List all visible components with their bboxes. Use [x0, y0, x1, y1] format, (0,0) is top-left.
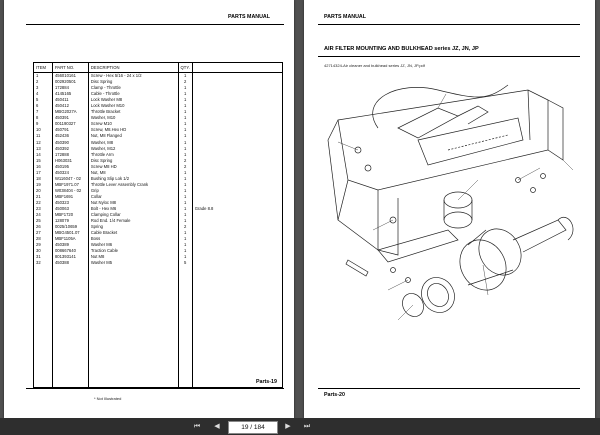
cell-item: 31: [34, 254, 53, 260]
cell-item: 7: [34, 109, 53, 115]
left-footer-rule: [26, 388, 284, 389]
cell-item: 26: [34, 224, 53, 230]
cell-part-no: 450389: [52, 242, 88, 248]
cell-part-no: 450063: [52, 206, 88, 212]
cell-part-no: 4145165: [52, 91, 88, 97]
throttle-cable: [373, 85, 508, 128]
cell-description: Bushing Slip Lok 1/2: [88, 176, 178, 182]
cell-part-no: MBG4501.07: [52, 230, 88, 236]
cell-item: 19: [34, 182, 53, 188]
cell-item: 6: [34, 103, 53, 109]
title-rule: [318, 56, 580, 57]
cell-description: Grip: [88, 188, 178, 194]
table-blank-space: [34, 267, 283, 388]
blank-cell: [52, 267, 88, 388]
cell-part-no: 002920501: [52, 79, 88, 85]
cell-item: 22: [34, 200, 53, 206]
cell-qty: 1: [178, 206, 192, 212]
cell-qty: 1: [178, 230, 192, 236]
cell-item: 32: [34, 260, 53, 266]
cell-item: 8: [34, 115, 53, 121]
cell-part-no: MBF1691: [52, 194, 88, 200]
cell-description: Throttle Bracket: [88, 109, 178, 115]
cell-item: 3: [34, 85, 53, 91]
cell-qty: 1: [178, 218, 192, 224]
cell-description: Screw M10: [88, 121, 178, 127]
cell-item: 15: [34, 158, 53, 164]
cell-qty: 1: [178, 188, 192, 194]
cell-qty: 1: [178, 236, 192, 242]
cell-item: 16: [34, 164, 53, 170]
right-header-rule: [318, 24, 580, 25]
cell-part-no: W116047 - 02: [52, 176, 88, 182]
intake-pipe: [513, 220, 566, 252]
cell-item: 2: [34, 79, 53, 85]
cell-part-no: 450323: [52, 200, 88, 206]
bulkhead-frame: [338, 90, 548, 190]
cell-item: 11: [34, 133, 53, 139]
diagram-file-ref: 42714324-Air cleaner and bulkhead series JZ, JN, JP.pdf: [324, 63, 425, 68]
right-page: [304, 0, 595, 418]
cell-part-no: 008667640: [52, 248, 88, 254]
cell-qty: 1: [178, 97, 192, 103]
cell-part-no: H063031: [52, 158, 88, 164]
cell-description: Collar: [88, 194, 178, 200]
cell-description: Disc Spring: [88, 158, 178, 164]
cell-qty: 1: [178, 152, 192, 158]
cell-item: 23: [34, 206, 53, 212]
cell-item: 27: [34, 230, 53, 236]
right-footer-rule: [318, 388, 580, 389]
cell-description: Nut, M8: [88, 170, 178, 176]
cell-description: Disc Spring: [88, 79, 178, 85]
cell-description: Boss: [88, 236, 178, 242]
col-partno-header: PART NO.: [52, 63, 88, 73]
cell-part-no: 452436: [52, 133, 88, 139]
cell-description: Washer M5: [88, 260, 178, 266]
cell-qty: 1: [178, 194, 192, 200]
last-page-button[interactable]: ⏭: [303, 423, 311, 430]
left-page-number: Parts-19: [256, 379, 277, 385]
cell-part-no: 450392: [52, 146, 88, 152]
cell-notes: Grade 8.8: [192, 206, 282, 212]
cell-qty: 1: [178, 212, 192, 218]
cell-part-no: 450391: [52, 115, 88, 121]
cell-item: 25: [34, 218, 53, 224]
cell-item: 14: [34, 152, 53, 158]
cell-qty: 1: [178, 115, 192, 121]
right-header: PARTS MANUAL: [324, 14, 366, 20]
cell-qty: 2: [178, 224, 192, 230]
cell-description: Cable - Throttle: [88, 91, 178, 97]
col-description-header: DESCRIPTION: [88, 63, 178, 73]
cell-qty: 1: [178, 121, 192, 127]
cell-description: Clamping Collar: [88, 212, 178, 218]
cell-item: 17: [34, 170, 53, 176]
cell-description: Washer, M8: [88, 140, 178, 146]
cell-part-no: W038404 - 02: [52, 188, 88, 194]
cell-qty: 1: [178, 109, 192, 115]
cell-part-no: MBF1720: [52, 212, 88, 218]
blank-cell: [34, 267, 53, 388]
cell-qty: 1: [178, 73, 192, 80]
next-page-button[interactable]: ▶: [285, 423, 291, 430]
cell-part-no: 172888: [52, 152, 88, 158]
col-notes-header: [192, 63, 282, 73]
prev-page-button[interactable]: ◀: [214, 423, 220, 430]
cell-qty: 2: [178, 164, 192, 170]
cell-description: Nut, M8 Flanged: [88, 133, 178, 139]
cell-part-no: 450791: [52, 127, 88, 133]
cell-item: 9: [34, 121, 53, 127]
page-number-input[interactable]: 19 / 184: [228, 421, 278, 434]
cell-item: 28: [34, 236, 53, 242]
cell-item: 18: [34, 176, 53, 182]
col-item-header: ITEM: [34, 63, 53, 73]
cell-part-no: MBF1971.07: [52, 182, 88, 188]
cell-qty: 1: [178, 127, 192, 133]
cell-part-no: 172884: [52, 85, 88, 91]
cell-description: Screw M8 HD: [88, 164, 178, 170]
cell-item: 20: [34, 188, 53, 194]
filter-element: [415, 271, 461, 318]
cell-qty: 1: [178, 91, 192, 97]
cell-item: 10: [34, 127, 53, 133]
cell-qty: 1: [178, 242, 192, 248]
cell-description: Lock Washer M8: [88, 97, 178, 103]
cell-part-no: 450412: [52, 103, 88, 109]
not-illustrated-note: * Not Illustrated: [94, 396, 122, 401]
left-page: [4, 0, 294, 418]
cell-qty: 5: [178, 260, 192, 266]
cell-qty: 1: [178, 200, 192, 206]
cell-qty: 2: [178, 158, 192, 164]
left-header-rule: [26, 24, 284, 25]
cell-qty: 1: [178, 182, 192, 188]
cell-part-no: 456010161: [52, 73, 88, 80]
cell-qty: 2: [178, 79, 192, 85]
cell-part-no: 450411: [52, 97, 88, 103]
cell-item: 5: [34, 97, 53, 103]
cell-item: 12: [34, 140, 53, 146]
cell-part-no: 450195: [52, 164, 88, 170]
parts-table-header: [34, 63, 283, 73]
cell-description: Clamp - Throttle: [88, 85, 178, 91]
cell-description: Washer M6: [88, 242, 178, 248]
cell-description: Washer, M10: [88, 115, 178, 121]
cell-qty: 1: [178, 248, 192, 254]
cell-description: Throttle Lever Assembly Crank: [88, 182, 178, 188]
cell-qty: 1: [178, 170, 192, 176]
col-qty-header: QTY.: [178, 63, 192, 73]
first-page-button[interactable]: ⏮: [193, 423, 201, 430]
cell-item: 29: [34, 242, 53, 248]
diagram-title: AIR FILTER MOUNTING AND BULKHEAD series JZ, JN, JP: [324, 46, 479, 52]
cell-description: Lock Washer M10: [88, 103, 178, 109]
cell-description: Nut Nyloc M8: [88, 200, 178, 206]
viewer-toolbar: [0, 418, 600, 435]
cell-description: Traction Cable: [88, 248, 178, 254]
cell-qty: 1: [178, 133, 192, 139]
cell-description: Rod End. 1/4 Female: [88, 218, 178, 224]
cell-qty: 1: [178, 85, 192, 91]
cell-item: 21: [34, 194, 53, 200]
cell-part-no: 0025/10659: [52, 224, 88, 230]
cell-part-no: 450390: [52, 140, 88, 146]
cell-description: Throttle Arm: [88, 152, 178, 158]
parts-table: [33, 62, 283, 388]
cell-description: Washer, M12: [88, 146, 178, 152]
cell-description: Cable Bracket: [88, 230, 178, 236]
cell-part-no: MBF1105A: [52, 236, 88, 242]
cell-qty: 1: [178, 103, 192, 109]
cell-part-no: 450388: [52, 260, 88, 266]
cell-item: 13: [34, 146, 53, 152]
cell-part-no: 801393141: [52, 254, 88, 260]
cell-description: Screw - Hex 5/16 - 24 x 1/2: [88, 73, 178, 80]
cell-item: 24: [34, 212, 53, 218]
cell-description: Spring: [88, 224, 178, 230]
cell-part-no: 001190327: [52, 121, 88, 127]
blank-cell: [178, 267, 192, 388]
cell-part-no: 128079: [52, 218, 88, 224]
cell-qty: 1: [178, 176, 192, 182]
cell-description: Nut M8: [88, 254, 178, 260]
cell-part-no: 450324: [52, 170, 88, 176]
cell-qty: 1: [178, 254, 192, 260]
cell-item: 1: [34, 73, 53, 80]
cell-description: Screw, M8.Hex HD: [88, 127, 178, 133]
blank-cell: [88, 267, 178, 388]
cell-qty: 1: [178, 146, 192, 152]
cell-qty: 1: [178, 140, 192, 146]
cell-part-no: MBG2027A: [52, 109, 88, 115]
cell-item: 4: [34, 91, 53, 97]
cell-item: 30: [34, 248, 53, 254]
cell-description: Bolt - Hex M6: [88, 206, 178, 212]
right-page-number: Parts-20: [324, 392, 345, 398]
blank-cell: [192, 267, 282, 388]
left-header: PARTS MANUAL: [228, 14, 270, 20]
exploded-parts-diagram: [318, 80, 580, 330]
